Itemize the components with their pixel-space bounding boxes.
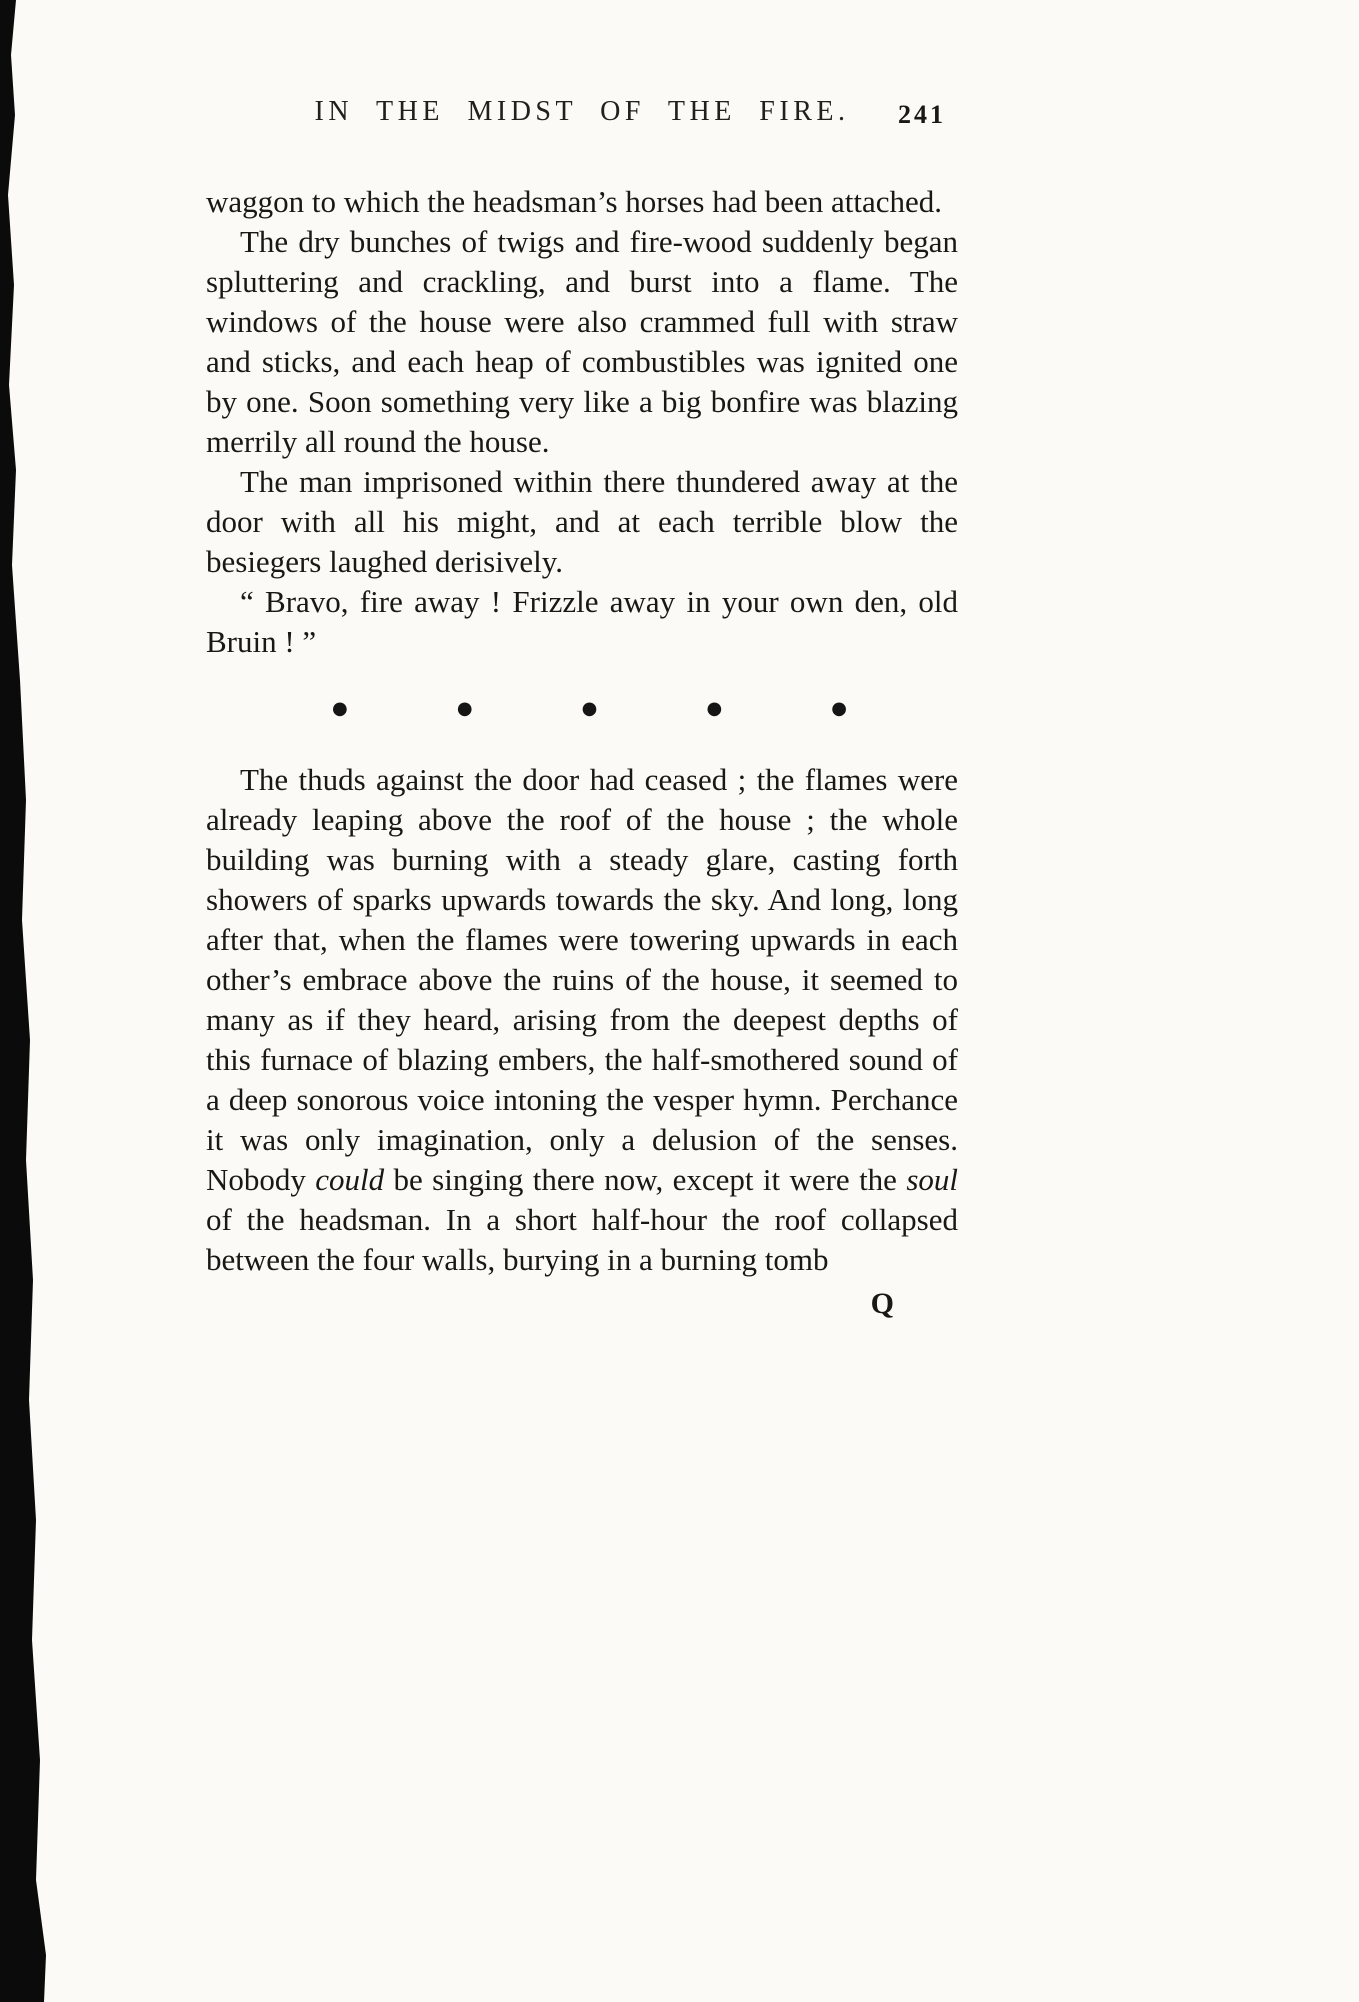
signature-mark: Q — [870, 1287, 894, 1320]
italic-text-segment: soul — [906, 1162, 958, 1197]
section-separator — [332, 700, 847, 718]
scan-binding-artifact — [0, 0, 52, 2002]
text-segment: The thuds against the door had ceased ; the flames were already leaping above the roof of the house ; the whole building was burning with a steady glare, casting forth showers of sparks upwards towards the sky. And long, long after that, when the flames were towering upwards in each other’s embrace above the ruins of the house, it seemed to many as if they heard, arising from the deepest depths of this furnace of blazing embers, the half-smothered sound of a deep sonorous voice intoning the vesper hymn. Perchance it was only imagination, only a delusion of the senses. Nobody — [206, 762, 958, 1197]
page-number: 241 — [898, 100, 946, 129]
running-header — [206, 96, 958, 138]
text-segment: of the headsman. In a short half-hour the roof collapsed between the four walls, burying in a burning tomb — [206, 1202, 958, 1277]
paragraph — [206, 182, 958, 222]
paragraph — [206, 582, 958, 662]
text-segment: be singing there now, except it were the — [384, 1162, 907, 1197]
body-text — [206, 182, 958, 1280]
text-segment: The man imprisoned within there thundered away at the door with all his might, and at each terrible blow the besiegers laughed derisively. — [206, 464, 958, 579]
separator-dot-icon: ● — [706, 698, 723, 719]
chapter-title: IN THE MIDST OF THE FIRE. — [314, 96, 850, 127]
separator-dot-icon: ● — [456, 698, 473, 719]
paragraph — [206, 760, 958, 1280]
page-content — [206, 96, 958, 1324]
text-segment: “ Bravo, fire away ! Frizzle away in your own den, old Bruin ! ” — [206, 584, 958, 659]
separator-dot-icon: ● — [831, 698, 847, 719]
paragraph — [206, 462, 958, 582]
separator-dot-icon: ● — [581, 698, 598, 719]
paragraph — [206, 222, 958, 462]
separator-dot-icon: ● — [332, 698, 348, 719]
text-segment: The dry bunches of twigs and fire-wood suddenly began spluttering and crackling, and burst into a flame. The windows of the house were also crammed full with straw and sticks, and each heap of combustibles was ignited one by one. Soon something very like a big bonfire was blazing merrily all round the house. — [206, 224, 958, 459]
italic-text-segment: could — [315, 1162, 385, 1197]
text-segment: waggon to which the headsman’s horses had been attached. — [206, 184, 943, 219]
